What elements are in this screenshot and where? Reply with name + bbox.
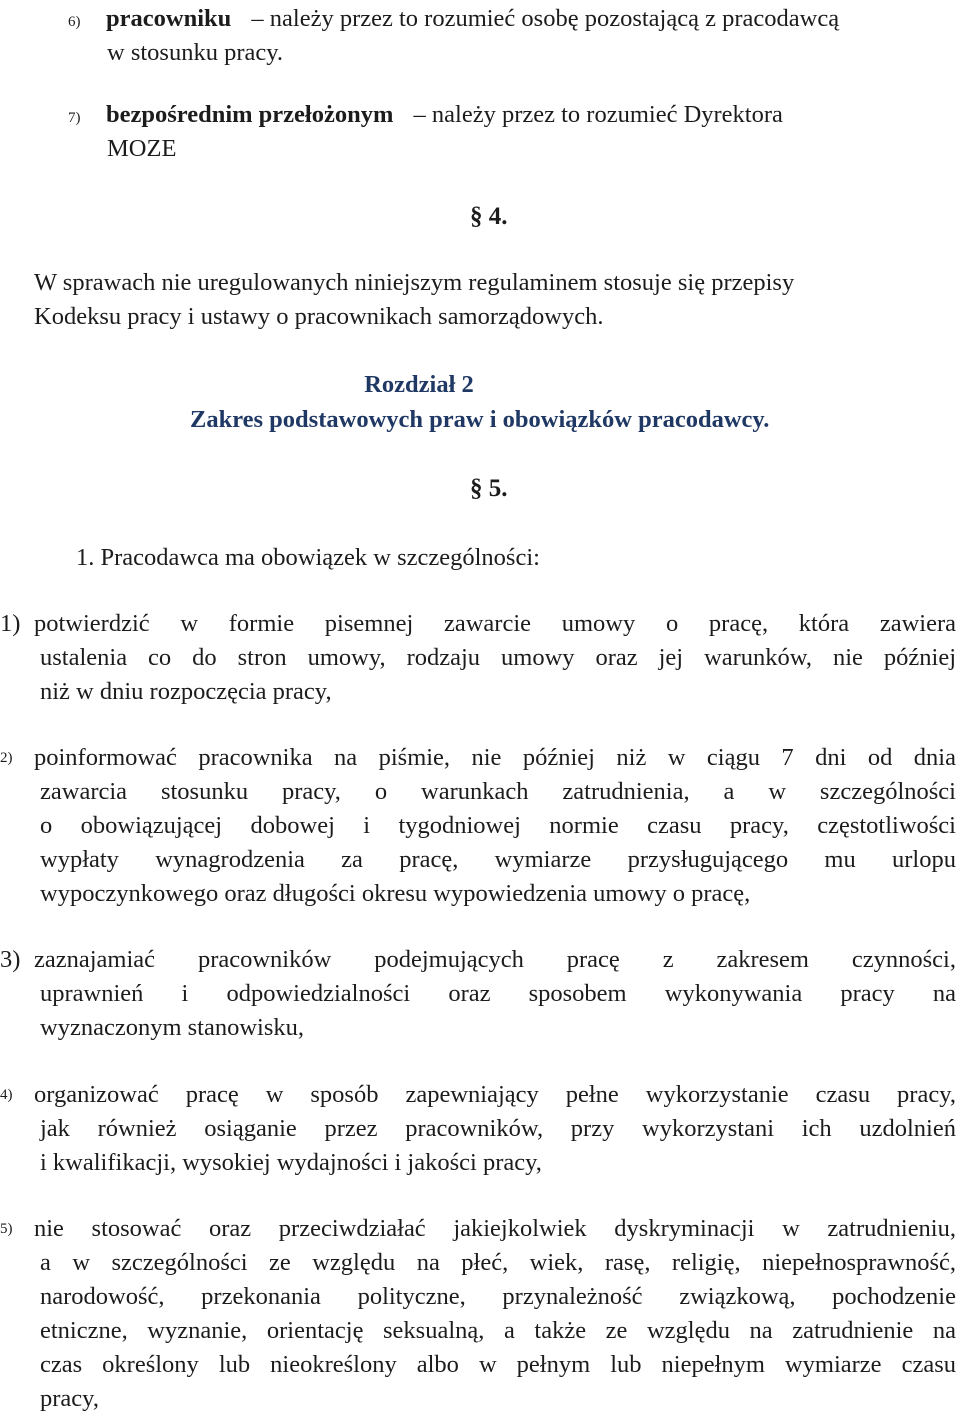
section-4-mark: § 4.: [470, 203, 508, 230]
section-4-line-2: Kodeksu pracy i ustawy o pracownikach samorządowych.: [34, 303, 604, 330]
duty-item-2-number: 2): [0, 750, 13, 766]
duty-item-3-text-1: zaznajamiać pracowników podejmujących pracę z zakresem czynności,: [34, 946, 956, 973]
definition-6-number: 6): [68, 14, 81, 30]
duty-item-4-text-2: jak również osiąganie przez pracowników, przy wykorzystani ich uzdolnień: [40, 1115, 956, 1142]
definition-7-text: – należy przez to rozumieć Dyrektora: [413, 101, 783, 128]
duty-item-5-text-2: a w szczególności ze względu na płeć, wiek, rasę, religię, niepełnosprawność,: [40, 1249, 956, 1276]
duty-item-5-line-1: [0, 1212, 956, 1246]
duty-item-4-text-1: organizować pracę w sposób zapewniający pełne wykorzystanie czasu pracy,: [34, 1081, 956, 1108]
definition-6: [0, 2, 960, 70]
section-5-intro: 1. Pracodawca ma obowiązek w szczególności:: [76, 544, 540, 571]
duty-item-1: [0, 607, 960, 709]
definition-7-number: 7): [68, 110, 81, 126]
duty-item-2-line-1: [0, 741, 956, 775]
duty-item-1-text-3: niż w dniu rozpoczęcia pracy,: [40, 678, 332, 705]
duty-item-2-text-5: wypoczynkowego oraz długości okresu wypowiedzenia umowy o pracę,: [40, 880, 751, 907]
duty-item-4-number: 4): [0, 1087, 13, 1103]
duty-item-3-number: 3): [0, 946, 21, 973]
duty-item-5-text-5: czas określony lub nieokreślony albo w pełnym lub niepełnym wymiarze czasu: [40, 1351, 956, 1378]
duty-item-5-text-6: pracy,: [40, 1385, 99, 1412]
duty-item-3-line-1: [0, 943, 956, 977]
duty-item-2-text-3: o obowiązującej dobowej i tygodniowej normie czasu pracy, częstotliwości: [40, 812, 956, 839]
definition-6-line-1: [68, 2, 958, 36]
duty-item-5-text-4: etniczne, wyznanie, orientację seksualną, a także ze względu na zatrudnienie na: [40, 1317, 956, 1344]
duty-item-5-number: 5): [0, 1221, 13, 1237]
duty-item-4-text-3: i kwalifikacji, wysokiej wydajności i jakości pracy,: [40, 1149, 542, 1176]
duty-item-3-text-2: uprawnień i odpowiedzialności oraz sposobem wykonywania pracy na: [40, 980, 956, 1007]
chapter-subtitle: Zakres podstawowych praw i obowiązków pracodawcy.: [190, 406, 770, 433]
definition-7-term: bezpośrednim przełożonym: [106, 101, 394, 128]
duty-item-5-text-1: nie stosować oraz przeciwdziałać jakiejkolwiek dyskryminacji w zatrudnieniu,: [34, 1215, 956, 1242]
chapter-title: Rozdział 2: [364, 371, 474, 398]
section-4-text: [0, 266, 960, 334]
duty-item-5: [0, 1212, 960, 1416]
definition-6-text: – należy przez to rozumieć osobę pozostającą z pracodawcą: [251, 5, 840, 32]
duty-item-1-number: 1): [0, 610, 21, 637]
duty-item-2-text-4: wypłaty wynagrodzenia za pracę, wymiarze przysługującego mu urlopu: [40, 846, 956, 873]
duty-item-2: [0, 741, 960, 911]
section-5-mark: § 5.: [470, 475, 508, 502]
definition-6-line-2: w stosunku pracy.: [107, 39, 284, 66]
definition-7: [0, 98, 960, 166]
definition-6-term: pracowniku: [106, 5, 232, 32]
duty-item-1-line-1: [0, 607, 956, 641]
duty-item-5-text-3: narodowość, przekonania polityczne, przynależność związkową, pochodzenie: [40, 1283, 956, 1310]
duty-item-1-text-1: potwierdzić w formie pisemnej zawarcie umowy o pracę, która zawiera: [34, 610, 956, 637]
duty-item-4: [0, 1078, 960, 1180]
duty-item-2-text-2: zawarcia stosunku pracy, o warunkach zatrudnienia, a w szczególności: [40, 778, 956, 805]
definition-7-line-2: MOZE: [107, 135, 177, 162]
duty-item-2-text-1: poinformować pracownika na piśmie, nie później niż w ciągu 7 dni od dnia: [34, 744, 956, 771]
duty-item-1-text-2: ustalenia co do stron umowy, rodzaju umowy oraz jej warunków, nie później: [40, 644, 956, 671]
duty-item-3: [0, 943, 960, 1045]
duty-item-3-text-3: wyznaczonym stanowisku,: [40, 1014, 304, 1041]
definition-7-line-1: [68, 98, 958, 132]
duty-item-4-line-1: [0, 1078, 956, 1112]
section-4-line-1: W sprawach nie uregulowanych niniejszym regulaminem stosuje się przepisy: [34, 269, 795, 296]
